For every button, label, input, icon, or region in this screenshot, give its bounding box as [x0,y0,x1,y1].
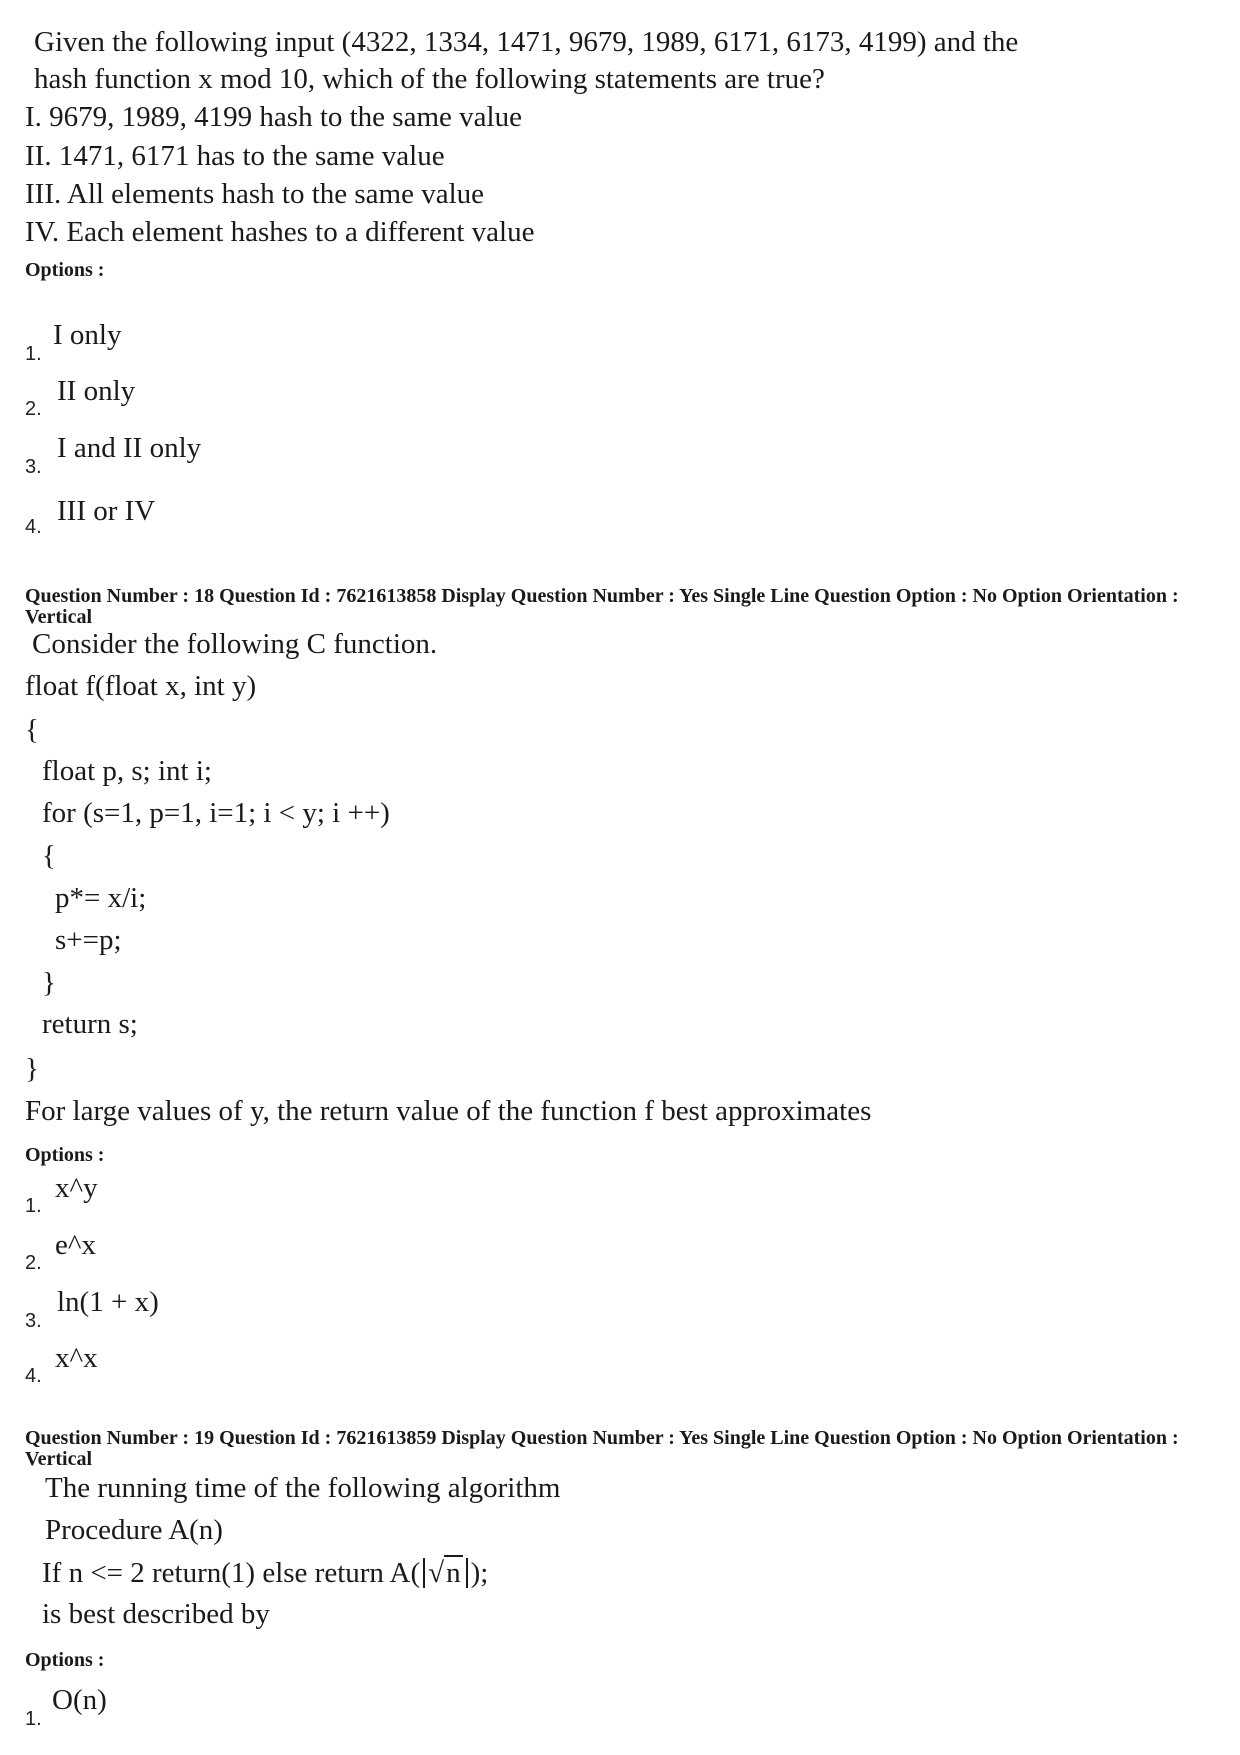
q18-intro: Consider the following C function. [32,628,438,660]
q17-statement-4: IV. Each element hashes to a different value [25,216,535,248]
code-line-9: return s; [42,1008,138,1040]
code-line-3: float p, s; int i; [42,755,212,787]
q18-option-3-number[interactable]: 3. [25,1310,42,1332]
q17-option-3-number[interactable]: 3. [25,456,42,478]
floor-right-bar [466,1558,468,1588]
code-line-1: float f(float x, int y) [25,670,257,702]
q18-question: For large values of y, the return value of the function f best approximates [25,1095,872,1127]
q17-option-4-number[interactable]: 4. [25,516,42,538]
code-line-5: { [42,840,56,872]
q19-text-line-2: Procedure A(n) [45,1514,223,1546]
q18-option-3-text[interactable]: ln(1 + x) [57,1286,159,1318]
q17-option-2-number[interactable]: 2. [25,398,42,420]
code-line-6: p*= x/i; [55,882,147,914]
q17-statement-2: II. 1471, 6171 has to the same value [25,140,445,172]
sqrt-argument: n [446,1557,461,1589]
q17-text-line-1: Given the following input (4322, 1334, 1471, 9679, 1989, 6171, 6173, 4199) and the [34,26,1019,58]
q19-text-line-4: is best described by [42,1598,270,1630]
floor-left-bar [423,1558,425,1588]
q18-option-2-number[interactable]: 2. [25,1252,42,1274]
q18-option-2-text[interactable]: e^x [55,1229,96,1261]
code-line-8: } [42,967,56,999]
q17-option-4-text[interactable]: III or IV [57,495,156,527]
q17-statement-3: III. All elements hash to the same value [25,178,485,210]
q18-option-4-text[interactable]: x^x [55,1342,98,1374]
q18-options-label: Options : [25,1144,105,1166]
q19-text-line-1: The running time of the following algorithm [45,1472,561,1504]
code-line-4: for (s=1, p=1, i=1; i < y; i ++) [42,797,390,829]
q19-line3-prefix: If n <= 2 return(1) else return A( [42,1557,421,1589]
code-line-2: { [25,714,39,746]
q17-text-line-2: hash function x mod 10, which of the following statements are true? [34,63,825,95]
q19-meta: Question Number : 19 Question Id : 7621613859 Display Question Number : Yes Single Line Question Option : No Option Orientation : Vertical [25,1427,1179,1470]
q19-options-label: Options : [25,1649,105,1671]
sqrt-sign-icon: √ [428,1557,445,1589]
sqrt-expression [428,1555,462,1590]
q17-option-3-text[interactable]: I and II only [57,432,202,464]
q18-option-1-number[interactable]: 1. [25,1195,42,1217]
q17-option-1-number[interactable]: 1. [25,343,42,365]
q17-option-1-text[interactable]: I only [53,319,122,351]
q19-option-1-number[interactable]: 1. [25,1708,42,1730]
q18-meta: Question Number : 18 Question Id : 7621613858 Display Question Number : Yes Single Line Question Option : No Option Orientation : Vertical [25,585,1179,628]
q19-text-line-3 [42,1555,488,1590]
code-line-10: } [25,1053,39,1085]
q19-line3-suffix: ); [470,1557,489,1589]
q17-options-label: Options : [25,259,105,281]
q18-option-1-text[interactable]: x^y [55,1172,98,1204]
q17-option-2-text[interactable]: II only [57,375,136,407]
q19-option-1-text[interactable]: O(n) [52,1684,107,1716]
q17-statement-1: I. 9679, 1989, 4199 hash to the same value [25,101,522,133]
q18-option-4-number[interactable]: 4. [25,1365,42,1387]
code-line-7: s+=p; [55,924,122,956]
